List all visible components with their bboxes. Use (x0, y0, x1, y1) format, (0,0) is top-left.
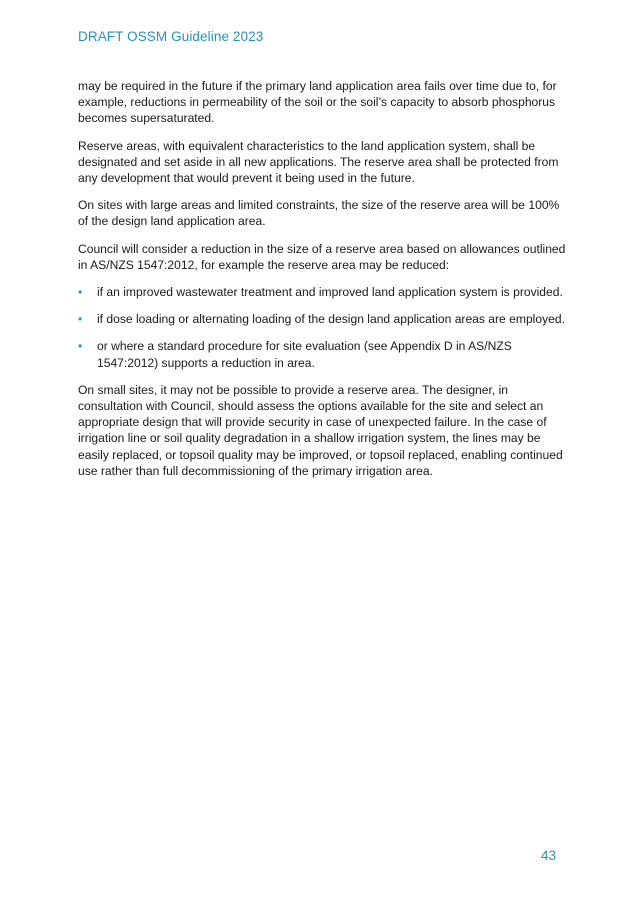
list-item (78, 311, 568, 327)
document-body (78, 78, 568, 490)
bullet-list (78, 284, 568, 371)
paragraph: Council will consider a reduction in the size of a reserve area based on allowances outlined in AS/NZS 1547:2012, for example the reserve area may be reduced: (78, 241, 566, 272)
paragraph: On small sites, it may not be possible to provide a reserve area. The designer, in consultation with Council, should assess the options available for the site and select an appropriate design that will provide security in case of unexpected failure. In the case of irrigation line or soil quality degradation in a shallow irrigation system, the lines may be easily replaced, or topsoil quality may be improved, or topsoil replaced, enabling continued use rather than full decommissioning of the primary irrigation area. (78, 382, 563, 478)
paragraph: On sites with large areas and limited constraints, the size of the reserve area will be 100% of the design land application area. (78, 198, 560, 229)
list-item-text: if an improved wastewater treatment and improved land application system is provided. (97, 285, 563, 300)
document-header: DRAFT OSSM Guideline 2023 (78, 29, 264, 44)
paragraph: Reserve areas, with equivalent characteristics to the land application system, shall be designated and set aside in all new applications. The reserve area shall be protected from any development that would prevent it being used in the future. (78, 138, 559, 186)
page-number: 43 (541, 848, 557, 863)
list-item (78, 338, 568, 370)
bullet-icon: • (78, 312, 83, 327)
bullet-icon: • (78, 285, 83, 300)
list-item-text: or where a standard procedure for site evaluation (see Appendix D in AS/NZS 1547:2012) supports a reduction in area. (97, 339, 512, 370)
bullet-icon: • (78, 339, 83, 354)
list-item (78, 284, 568, 300)
paragraph: may be required in the future if the primary land application area fails over time due to, for example, reductions in permeability of the soil or the soil’s capacity to absorb phosphorus becomes supersaturated. (78, 79, 557, 126)
list-item-text: if dose loading or alternating loading of the design land application areas are employed. (97, 312, 565, 327)
